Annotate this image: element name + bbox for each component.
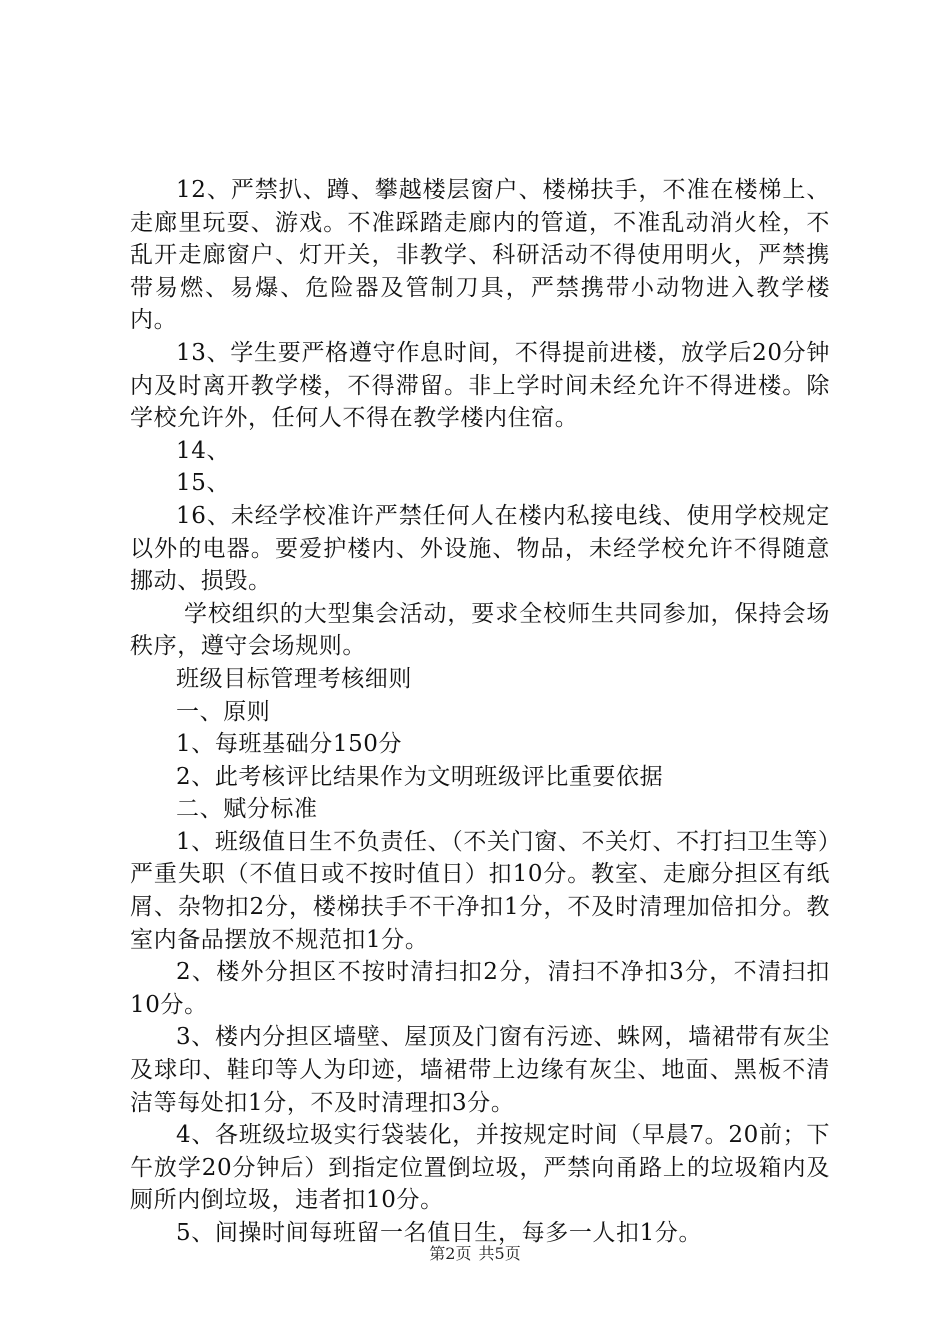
principle-2: 2、此考核评比结果作为文明班级评比重要依据 bbox=[176, 763, 664, 790]
scoring-item-5: 5、间操时间每班留一名值日生，每多一人扣1分。 bbox=[176, 1220, 703, 1246]
scoring-item-4: 4、各班级垃圾实行袋装化，并按规定时间（早晨7。20前；下午放学20分钟后）到指定位置倒垃圾，严禁向甬路上的垃圾箱内及厕所内倒垃圾，违者扣10分。 bbox=[130, 1122, 830, 1214]
page-footer bbox=[0, 1244, 950, 1264]
paragraph-rule-16: 16、未经学校准许严禁任何人在楼内私接电线、使用学校规定以外的电器。要爱护楼内、外设施、物品，未经学校允许不得随意挪动、损毁。 bbox=[130, 502, 830, 595]
paragraph-rule-15: 15、 bbox=[176, 470, 231, 497]
document-body bbox=[130, 174, 830, 1250]
scoring-item-3: 3、楼内分担区墙壁、屋顶及门窗有污迹、蛛网，墙裙带有灰尘及球印、鞋印等人为印迹，墙裙带上边缘有灰尘、地面、黑板不清洁等每处扣1分，不及时清理扣3分。 bbox=[130, 1024, 830, 1116]
page-number: 第2页 bbox=[429, 1244, 472, 1263]
heading-scoring: 二、赋分标准 bbox=[176, 796, 318, 823]
scoring-item-2: 2、楼外分担区不按时清扫扣2分，清扫不净扣3分，不清扫扣10分。 bbox=[130, 959, 830, 1018]
paragraph-assembly: 学校组织的大型集会活动，要求全校师生共同参加，保持会场秩序，遵守会场规则。 bbox=[130, 600, 830, 660]
heading-principles: 一、原则 bbox=[176, 698, 271, 725]
scoring-item-1: 1、班级值日生不负责任、（不关门窗、不关灯、不打扫卫生等）严重失职（不值日或不按时值日）扣10分。教室、走廊分担区有纸屑、杂物扣2分，楼梯扶手不干净扣1分，不及时清理加倍扣分。教室内备品摆放不规范扣1分。 bbox=[130, 828, 830, 953]
paragraph-rule-13: 13、学生要严格遵守作息时间，不得提前进楼，放学后20分钟内及时离开教学楼，不得滞留。非上学时间未经允许不得进楼。除学校允许外，任何人不得在教学楼内住宿。 bbox=[130, 339, 830, 432]
paragraph-rule-14: 14、 bbox=[176, 437, 231, 464]
principle-1: 1、每班基础分150分 bbox=[176, 731, 403, 758]
section-title: 班级目标管理考核细则 bbox=[176, 665, 412, 692]
page-total: 共5页 bbox=[478, 1244, 521, 1263]
paragraph-rule-12: 12、严禁扒、蹲、攀越楼层窗户、楼梯扶手，不准在楼梯上、走廊里玩耍、游戏。不准踩踏走廊内的管道，不准乱动消火栓，不乱开走廊窗户、灯开关，非教学、科研活动不得使用明火，严禁携带易燃、易爆、危险器及管制刀具，严禁携带小动物进入教学楼内。 bbox=[130, 177, 830, 334]
